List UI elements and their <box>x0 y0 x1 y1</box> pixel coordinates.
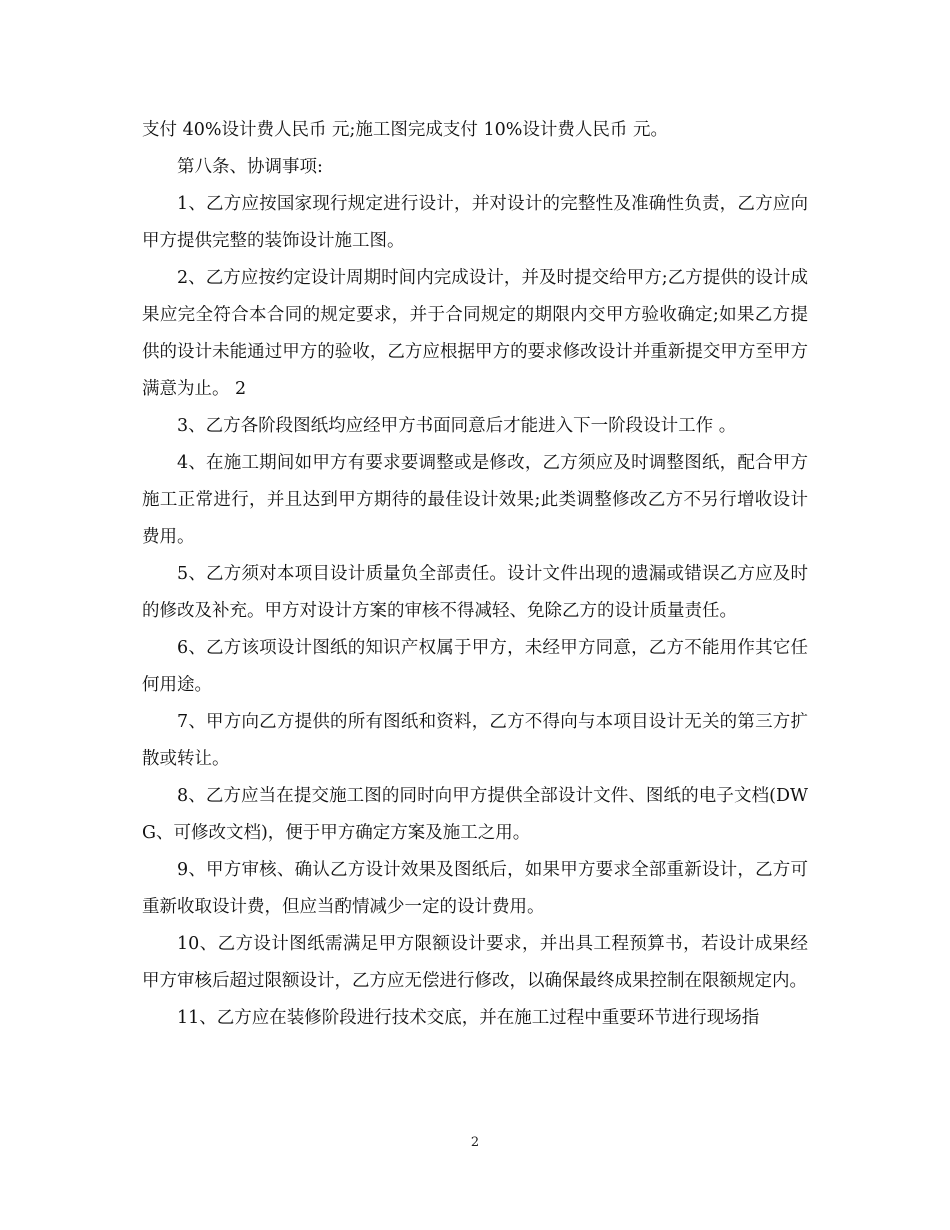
clause-4: 4、在施工期间如甲方有要求要调整或是修改，乙方须应及时调整图纸，配合甲方施工正常进行，并且达到甲方期待的最佳设计效果;此类调整修改乙方不另行增收设计费用。 <box>142 453 808 547</box>
clause-7: 7、甲方向乙方提供的所有图纸和资料，乙方不得向与本项目设计无关的第三方扩散或转让。 <box>142 712 808 769</box>
clause-1: 1、乙方应按国家现行规定进行设计，并对设计的完整性及准确性负责，乙方应向甲方提供完整的装饰设计施工图。 <box>142 194 808 251</box>
clause-11: 11、乙方应在装修阶段进行技术交底，并在施工过程中重要环节进行现场指 <box>177 1008 760 1028</box>
clause-2: 2、乙方应按约定设计周期时间内完成设计，并及时提交给甲方;乙方提供的设计成果应完全符合本合同的规定要求，并于合同规定的期限内交甲方验收确定;如果乙方提供的设计未能通过甲方的验收，乙方应根据甲方的要求修改设计并重新提交甲方至甲方满意为止。 2 <box>142 268 808 399</box>
clause-5: 5、乙方须对本项目设计质量负全部责任。设计文件出现的遗漏或错误乙方应及时的修改及补充。甲方对设计方案的审核不得减轻、免除乙方的设计质量责任。 <box>142 564 808 621</box>
clause-9: 9、甲方审核、确认乙方设计效果及图纸后，如果甲方要求全部重新设计，乙方可重新收取设计费，但应当酌情减少一定的设计费用。 <box>142 860 808 917</box>
paragraph-payment-continuation: 支付 40%设计费人民币 元;施工图完成支付 10%设计费人民币 元。 <box>142 120 668 140</box>
page-number: 2 <box>470 1135 480 1150</box>
clause-3: 3、乙方各阶段图纸均应经甲方书面同意后才能进入下一阶段设计工作 。 <box>177 416 737 436</box>
clause-8: 8、乙方应当在提交施工图的同时向甲方提供全部设计文件、图纸的电子文档(DWG、可修改文档)，便于甲方确定方案及施工之用。 <box>142 786 808 843</box>
document-body <box>142 112 808 1037</box>
section-heading-article-8: 第八条、协调事项: <box>177 157 323 177</box>
clause-10: 10、乙方设计图纸需满足甲方限额设计要求，并出具工程预算书，若设计成果经甲方审核后超过限额设计，乙方应无偿进行修改，以确保最终成果控制在限额规定内。 <box>142 934 808 991</box>
clause-6: 6、乙方该项设计图纸的知识产权属于甲方，未经甲方同意，乙方不能用作其它任何用途。 <box>142 638 808 695</box>
